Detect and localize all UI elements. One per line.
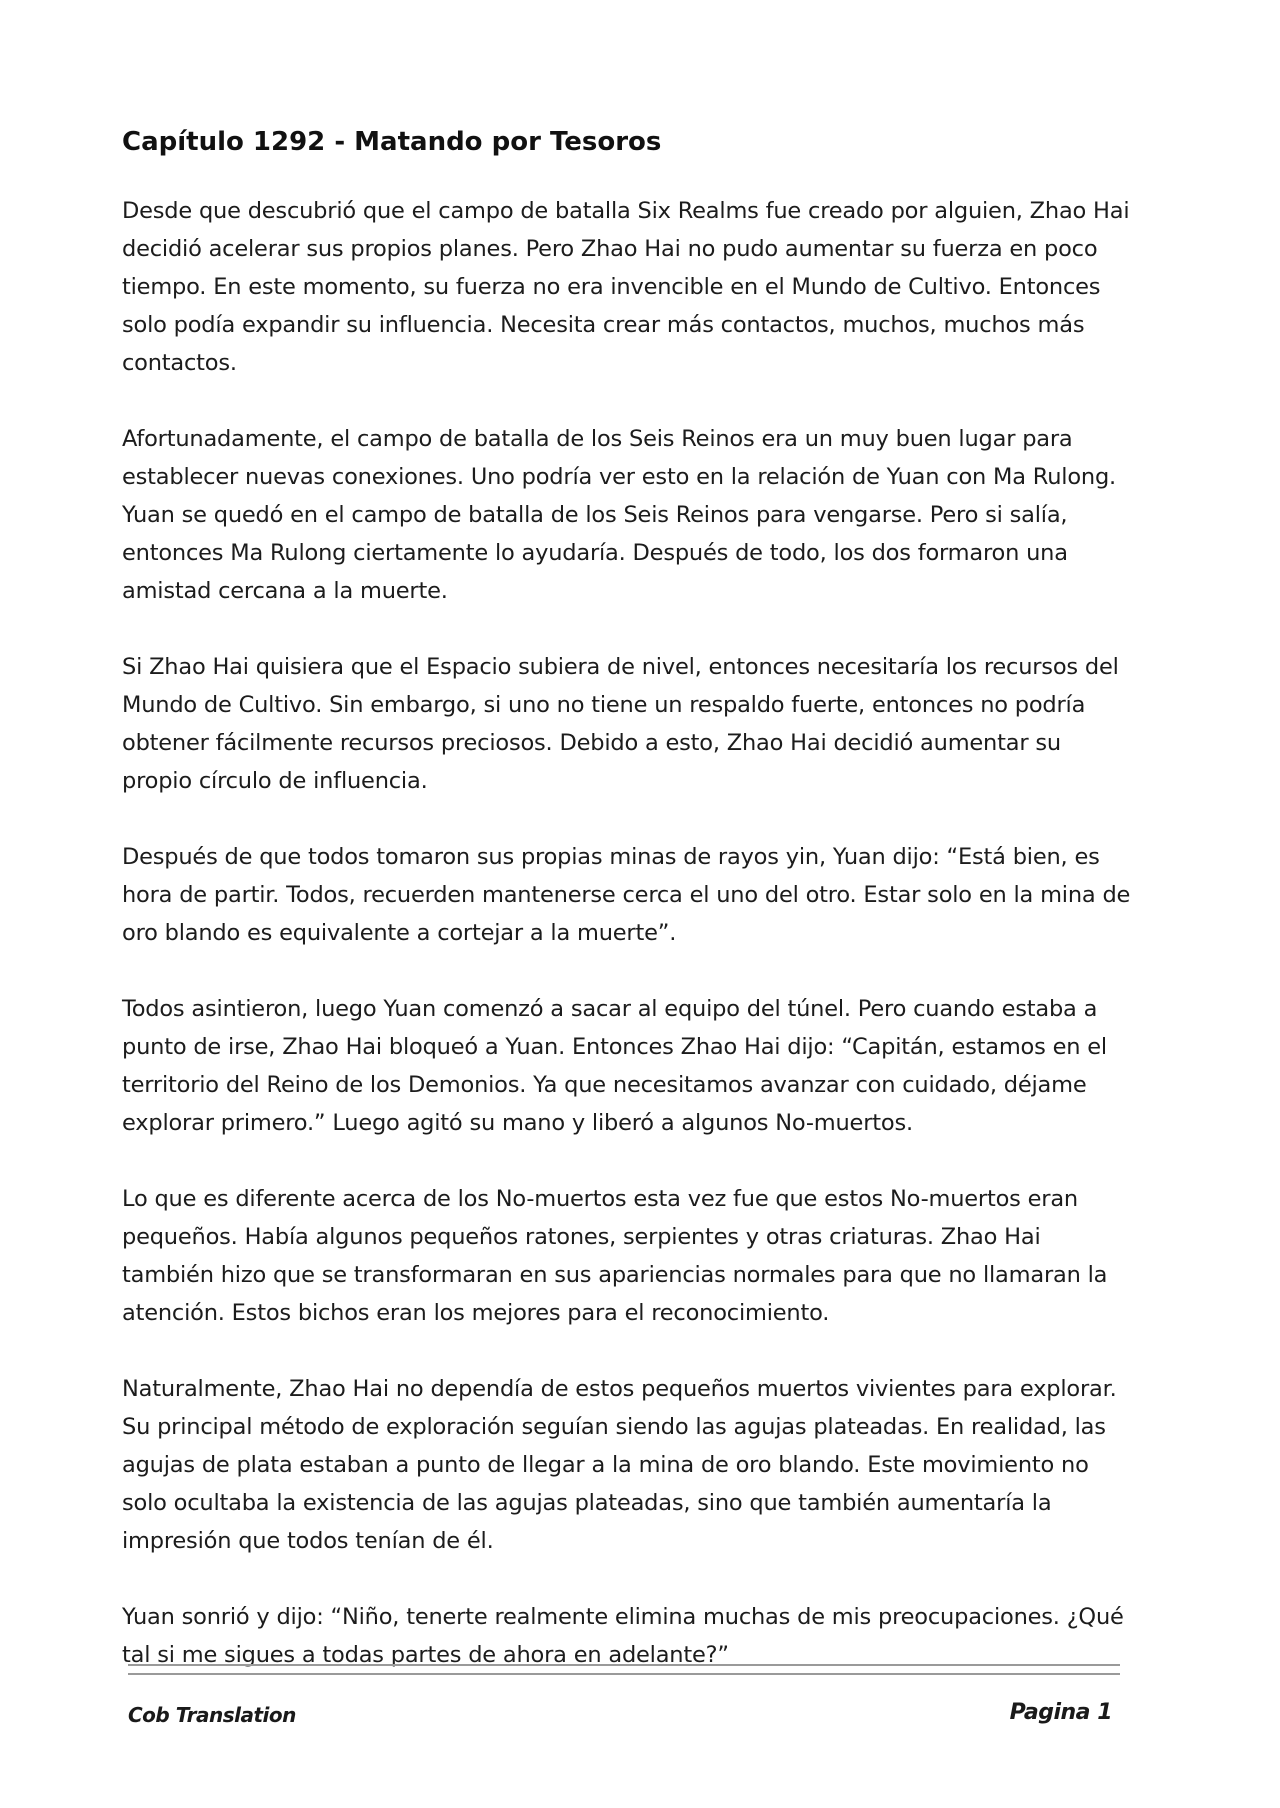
document-body — [122, 122, 1132, 1674]
paragraph-3: Si Zhao Hai quisiera que el Espacio subiera de nivel, entonces necesitaría los recursos del Mundo de Cultivo. Sin embargo, si uno no tiene un respaldo fuerte, entonces no podría obtener fácilmente recursos preciosos. Debido a esto, Zhao Hai decidió aumentar su propio círculo de influencia. — [122, 654, 1119, 794]
paragraph-2: Afortunadamente, el campo de batalla de los Seis Reinos era un muy buen lugar para establecer nuevas conexiones. Uno podría ver esto en la relación de Yuan con Ma Rulong. Yuan se quedó en el campo de batalla de los Seis Reinos para vengarse. Pero si salía, entonces Ma Rulong ciertamente lo ayudaría. Después de todo, los dos formaron una amistad cercana a la muerte. — [122, 426, 1116, 604]
footer-divider-bottom — [128, 1673, 1120, 1675]
footer-translator-credit: Cob Translation — [128, 1703, 296, 1727]
paragraph-5: Todos asintieron, luego Yuan comenzó a sacar al equipo del túnel. Pero cuando estaba a punto de irse, Zhao Hai bloqueó a Yuan. Entonces Zhao Hai dijo: “Capitán, estamos en el territorio del Reino de los Demonios. Ya que necesitamos avanzar con cuidado, déjame explorar primero.” Luego agitó su mano y liberó a algunos No-muertos. — [122, 996, 1107, 1136]
paragraph-1: Desde que descubrió que el campo de batalla Six Realms fue creado por alguien, Zhao Hai decidió acelerar sus propios planes. Pero Zhao Hai no pudo aumentar su fuerza en poco tiempo. En este momento, su fuerza no era invencible en el Mundo de Cultivo. Entonces solo podía expandir su influencia. Necesita crear más contactos, muchos, muchos más contactos. — [122, 198, 1130, 376]
paragraph-8: Yuan sonrió y dijo: “Niño, tenerte realmente elimina muchas de mis preocupaciones. ¿Qué tal si me sigues a todas partes de ahora en adelante?” — [122, 1604, 1124, 1668]
paragraph-6: Lo que es diferente acerca de los No-muertos esta vez fue que estos No-muertos eran pequeños. Había algunos pequeños ratones, serpientes y otras criaturas. Zhao Hai también hizo que se transformaran en sus apariencias normales para que no llamaran la atención. Estos bichos eran los mejores para el reconocimiento. — [122, 1186, 1108, 1326]
paragraph-4: Después de que todos tomaron sus propias minas de rayos yin, Yuan dijo: “Está bien, es hora de partir. Todos, recuerden mantenerse cerca el uno del otro. Estar solo en la mina de oro blando es equivalente a cortejar a la muerte”. — [122, 844, 1131, 946]
footer-page-number: Pagina 1 — [1009, 1700, 1112, 1725]
paragraph-7: Naturalmente, Zhao Hai no dependía de estos pequeños muertos vivientes para explorar. Su principal método de exploración seguían siendo las agujas plateadas. En realidad, las agujas de plata estaban a punto de llegar a la mina de oro blando. Este movimiento no solo ocultaba la existencia de las agujas plateadas, sino que también aumentaría la impresión que todos tenían de él. — [122, 1376, 1117, 1554]
chapter-title: Capítulo 1292 - Matando por Tesoros — [122, 127, 662, 157]
footer-divider-top — [128, 1664, 1120, 1666]
